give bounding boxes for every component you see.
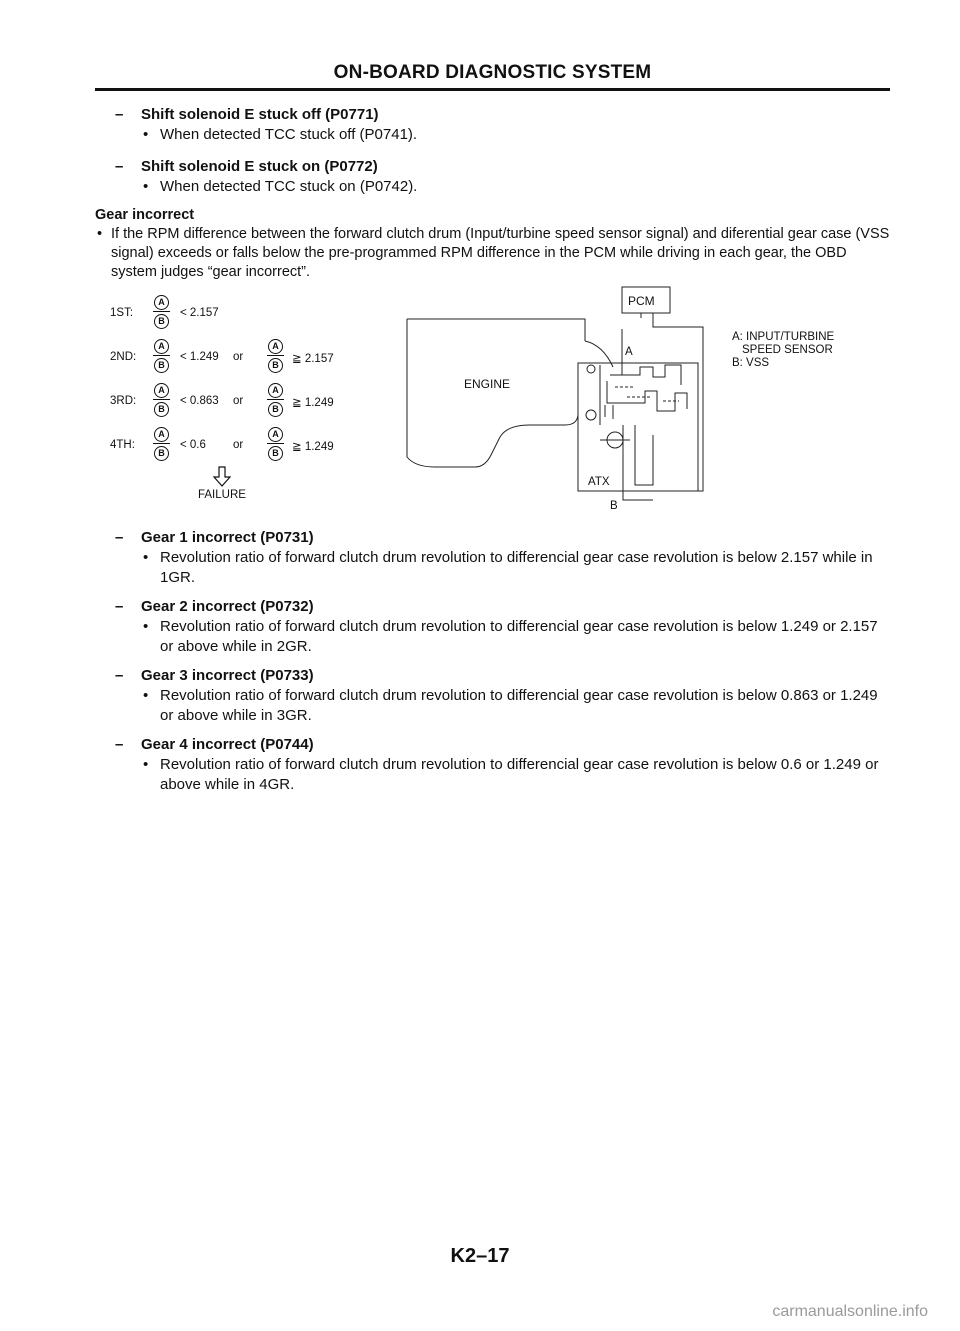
ratio-row-label: 3RD: [110, 395, 137, 407]
ratio-fraction [267, 339, 283, 373]
footer-watermark: carmanualsonline.info [772, 1303, 928, 1320]
solenoid-item-stuck-off: – Shift solenoid E stuck off (P0771) • When detected TCC stuck off (P0741). [115, 105, 885, 145]
pcm-label: PCM [628, 294, 655, 308]
ratio-or: or [233, 351, 244, 363]
ratio-fraction [153, 339, 169, 373]
circle-b-icon: B [154, 358, 169, 373]
legend-line: B: VSS [732, 357, 770, 369]
atx-box [578, 363, 698, 491]
circle-b-icon: B [268, 446, 283, 461]
page-number: K2–17 [450, 1245, 510, 1267]
ratio-row-label: 2ND: [110, 351, 137, 363]
gear-item-2: – Gear 2 incorrect (P0732) • Revolution ratio of forward clutch drum revolution to differencial gear case revolution is below 1.249 or 2.157 or above while in 2GR. [115, 597, 885, 657]
gear-item-4: – Gear 4 incorrect (P0744) • Revolution ratio of forward clutch drum revolution to differencial gear case revolution is below 0.6 or 1.249 or above while in 4GR. [115, 735, 885, 795]
circle-b-icon: B [154, 314, 169, 329]
ratio-fraction [153, 383, 169, 417]
ratio-less-value: < 1.249 [180, 351, 219, 363]
solenoid-item-title: Shift solenoid E stuck off (P0771) [141, 106, 379, 123]
diagram-legend [732, 331, 834, 370]
ratio-row-label: 1ST: [110, 307, 134, 319]
gear-item-3: – Gear 3 incorrect (P0733) • Revolution ratio of forward clutch drum revolution to differencial gear case revolution is below 0.863 or 1.249 or above while in 3GR. [115, 666, 885, 726]
gear-item-title: Gear 2 incorrect (P0732) [141, 598, 314, 615]
ratio-greater-value: ≧ 1.249 [292, 441, 334, 453]
engine-outline [407, 319, 585, 467]
gear-item-title: Gear 1 incorrect (P0731) [141, 529, 314, 546]
solenoid-item-bullet: • When detected TCC stuck on (P0742). [141, 177, 885, 197]
circle-a-icon: A [268, 383, 283, 398]
circle-a-icon: A [154, 339, 169, 354]
ratio-row-3rd [110, 383, 400, 419]
ratio-fraction [153, 427, 169, 461]
ratio-fraction [153, 295, 169, 329]
gear-item-1: – Gear 1 incorrect (P0731) • Revolution ratio of forward clutch drum revolution to differencial gear case revolution is below 2.157 while in 1GR. [115, 528, 885, 588]
header-rule [95, 88, 890, 91]
gear-item-bullet: • Revolution ratio of forward clutch drum revolution to differencial gear case revolution is below 0.863 or 1.249 or above while in 3GR. [141, 686, 885, 726]
page-header: ON-BOARD DIAGNOSTIC SYSTEM [333, 62, 652, 83]
ratio-fraction [267, 383, 283, 417]
circle-a-icon: A [268, 339, 283, 354]
gear-incorrect-text: • If the RPM difference between the forward clutch drum (Input/turbine speed sensor signal) and diferential gear case (VSS signal) exceeds or falls below the pre-programmed RPM difference in the PCM while driving in each gear, the OBD system judges “gear incorrect”. [95, 225, 890, 282]
circle-a-icon: A [154, 383, 169, 398]
gear-item-bullet: • Revolution ratio of forward clutch drum revolution to differencial gear case revolution is below 2.157 while in 1GR. [141, 548, 885, 588]
legend-line: A: INPUT/TURBINE [732, 331, 835, 343]
circle-b-icon: B [268, 402, 283, 417]
gear-item-bullet: • Revolution ratio of forward clutch drum revolution to differencial gear case revolution is below 0.6 or 1.249 or above while in 4GR. [141, 755, 885, 795]
down-arrow-icon [213, 466, 231, 488]
ratio-row-label: 4TH: [110, 439, 135, 451]
sensor-b-label: B [610, 500, 618, 512]
ratio-less-value: < 0.863 [180, 395, 219, 407]
pcm-engine-atx-diagram [395, 285, 715, 515]
circle-b-icon: B [268, 358, 283, 373]
solenoid-item-title: Shift solenoid E stuck on (P0772) [141, 158, 378, 175]
ratio-less-value: < 2.157 [180, 307, 219, 319]
solenoid-item-stuck-on: – Shift solenoid E stuck on (P0772) • When detected TCC stuck on (P0742). [115, 157, 885, 197]
failure-label: FAILURE [198, 489, 246, 501]
engine-label: ENGINE [464, 377, 511, 391]
gear-incorrect-bullet [95, 225, 890, 282]
solenoid-item-bullet: • When detected TCC stuck off (P0741). [141, 125, 885, 145]
sensor-a-label: A [625, 346, 633, 358]
ratio-less-value: < 0.6 [180, 439, 206, 451]
legend-line: SPEED SENSOR [742, 344, 833, 356]
gear-incorrect-title: Gear incorrect [95, 207, 195, 223]
ratio-row-4th [110, 427, 400, 463]
ratio-fraction [267, 427, 283, 461]
gear-item-bullet: • Revolution ratio of forward clutch drum revolution to differencial gear case revolution is below 1.249 or 2.157 or above while in 2GR. [141, 617, 885, 657]
circle-b-icon: B [154, 446, 169, 461]
circle-b-icon: B [154, 402, 169, 417]
ratio-or: or [233, 395, 244, 407]
ratio-conditions [110, 290, 400, 510]
circle-a-icon: A [268, 427, 283, 442]
atx-label: ATX [588, 476, 610, 488]
ratio-greater-value: ≧ 1.249 [292, 397, 334, 409]
ratio-row-2nd [110, 339, 400, 375]
gear-item-title: Gear 4 incorrect (P0744) [141, 736, 314, 753]
gear-item-title: Gear 3 incorrect (P0733) [141, 667, 314, 684]
ratio-row-1st [110, 295, 400, 331]
ratio-greater-value: ≧ 2.157 [292, 353, 334, 365]
circle-a-icon: A [154, 295, 169, 310]
ratio-or: or [233, 439, 244, 451]
circle-a-icon: A [154, 427, 169, 442]
